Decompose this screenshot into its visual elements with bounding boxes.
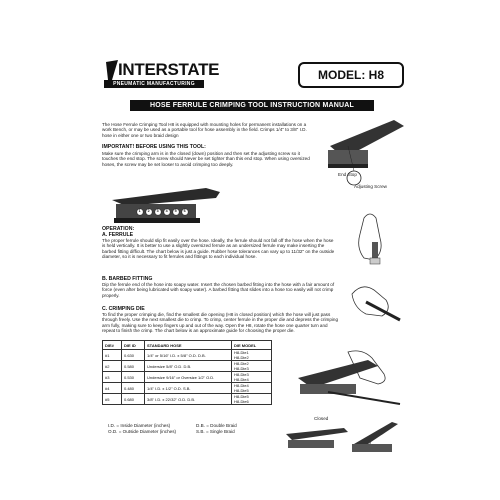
brand-name: INTERSTATE — [118, 60, 220, 79]
die-id-cell: 0.680 — [122, 394, 145, 405]
die-model-cell — [232, 394, 272, 405]
legend-sb: S.B. = Single Braid — [196, 429, 235, 434]
legend-db: D.B. = Double Braid — [196, 423, 237, 428]
die-cell: #5 — [103, 394, 122, 405]
adjusting-screw-illustration — [324, 116, 408, 188]
table-row — [103, 350, 272, 361]
die-number: 4 — [165, 208, 168, 213]
die-selection-table — [102, 340, 272, 405]
column-header: DIE ID — [122, 341, 145, 350]
tool-closed-illustration — [282, 420, 352, 454]
table-row — [103, 394, 272, 405]
ferrule-heading: A. FERRULE — [102, 232, 134, 238]
legend-od: O.D. = Outside Diameter (inches) — [108, 429, 177, 434]
table-row — [103, 361, 272, 372]
interstate-logo — [104, 58, 220, 94]
hose-cell: 1/4" I.D. x 1/2" O.D. S.B. — [145, 383, 232, 394]
intro-text: The Hose Ferrule Crimping Tool H8 is equipped with mounting holes for permanent installations on a work Bench, or may be used as a portable tool for hose assembly in the field. Crimps 1/4" to 3/8" I.D. hose in either one or two braid design — [102, 122, 307, 138]
die-model-cell — [232, 361, 272, 372]
table-row — [103, 372, 272, 383]
die-cell: #2 — [103, 361, 122, 372]
table-row — [103, 383, 272, 394]
hose-cell: Undersize 5/8" O.D. D.B. — [145, 361, 232, 372]
end-stop-label: End Stop — [338, 172, 357, 177]
hand-holding-ferrule-illustration — [350, 208, 406, 272]
manual-title-banner: HOSE FERRULE CRIMPING TOOL INSTRUCTION MANUAL — [130, 100, 374, 111]
die-model: H8-Die5 — [234, 388, 249, 393]
die-cell: #3 — [103, 372, 122, 383]
die-model: H8-Die2 — [234, 355, 249, 360]
die-number: 6 — [183, 208, 186, 213]
tool-open-illustration — [348, 420, 408, 456]
die-model-cell — [232, 350, 272, 361]
barbed-fitting-heading: B. BARBED FITTING — [102, 276, 153, 282]
die-model: H8-Die5 — [234, 394, 249, 399]
column-header: STANDARD HOSE — [145, 341, 232, 350]
hose-cell: Undersize 9/16" or Oversize 1/2" O.D. — [145, 372, 232, 383]
column-header: DIE MODEL — [232, 341, 272, 350]
die-id-cell: 0.630 — [122, 350, 145, 361]
die-cell: #4 — [103, 383, 122, 394]
die-model: H8-Die3 — [234, 372, 249, 377]
model-badge: MODEL: H8 — [298, 62, 404, 88]
die-model: H8-Die3 — [234, 366, 249, 371]
hand-inserting-fitting-illustration — [346, 276, 406, 326]
barbed-fitting-text: Dip the ferrule end of the hose into soapy water. Insert the chosen barbed fitting into the hose with a fair amount of force (even after being lubricated with soapy water). A barbed fitting that slides into a hose too easily will not crimp properly. — [102, 282, 335, 298]
crimping-die-heading: C. CRIMPING DIE — [102, 306, 145, 312]
die-number: 2 — [147, 208, 150, 213]
important-text: Make sure the crimping arm is in the closed (down) position and then set the adjusting screw so it touches the end stop. The screw should Never be set tighter than this end stop. When using oversized hoses, the screw may be set looser to avoid crimping too deeply. — [102, 151, 310, 167]
legend-id: I.D. = Inside Diameter (inches) — [108, 423, 171, 428]
table-header-row — [103, 341, 272, 350]
die-model: H8-Die4 — [234, 383, 249, 388]
operation-heading: OPERATION: — [102, 226, 135, 232]
die-number: 3 — [156, 208, 159, 213]
die-model: H8-Die4 — [234, 377, 249, 382]
die-id-cell: 0.480 — [122, 383, 145, 394]
ferrule-text: The proper ferrule should slip fit easily over the hose. Ideally, the ferrule should not fall off the hose when the hose is held vertically. It is better to use a slightly oversized ferrule as an undersized ferrule may make inserting the barbed fitting difficult. The chart below is just a guide. Rubber hose tolerances can vary up to 11/32" on the outside diameter, so it is necessary to fit ferrules and fittings to each individual hose. — [102, 238, 335, 260]
die-id-cell: 0.580 — [122, 361, 145, 372]
die-model: H8-Die2 — [234, 361, 249, 366]
closed-label: Closed — [314, 416, 329, 421]
die-model: H8-Die6 — [234, 399, 249, 404]
important-heading: IMPORTANT! BEFORE USING THIS TOOL: — [102, 144, 206, 150]
instruction-manual-page — [92, 48, 410, 458]
adjusting-screw-label: Adjusting Screw — [354, 184, 387, 189]
die-model-cell — [232, 372, 272, 383]
crimping-die-text: To find the proper crimping die, find the smallest die opening (H8 in closed position) which the hose will just pass through freely. Use the next smallest die to crimp. To crimp, center ferrule in the proper die and depress the crimping arm fully, making sure to keep fingers up and out of the way. Open the H8, rotate the hose one quarter turn and repeat to finish the crimp. The chart below is an approximate guide for choosing the proper die. — [102, 312, 339, 334]
crimping-tool-illustration — [106, 184, 224, 226]
die-cell: #1 — [103, 350, 122, 361]
die-model: H8-Die1 — [234, 350, 249, 355]
die-number: 1 — [138, 208, 141, 213]
hose-cell: 3/8" I.D. x 22/32" O.D. D.B. — [145, 394, 232, 405]
die-model-cell — [232, 383, 272, 394]
die-id-cell: 0.530 — [122, 372, 145, 383]
brand-subtitle: PNEUMATIC MANUFACTURING — [104, 80, 204, 88]
column-header: DIE# — [103, 341, 122, 350]
crimping-in-use-illustration — [288, 348, 404, 408]
hose-cell: 1/4" or 5/16" I.D. x 5/8" O.D. D.B. — [145, 350, 232, 361]
die-number: 5 — [174, 208, 177, 213]
